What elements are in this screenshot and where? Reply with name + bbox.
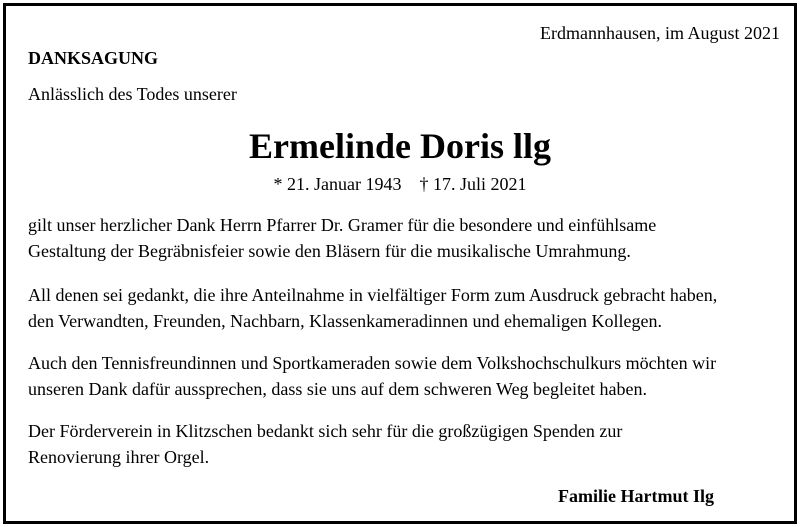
life-dates	[6, 173, 794, 195]
paragraph-line: Gestaltung der Begräbnisfeier sowie den Bläsern für die musikalische Umrahmung.	[28, 241, 631, 261]
paragraph-line: Der Förderverein in Klitzschen bedankt sich sehr für die großzügigen Spenden zur	[28, 421, 623, 441]
paragraph-line: All denen sei gedankt, die ihre Anteilnahme in vielfältiger Form zum Ausdruck gebracht haben,	[28, 285, 718, 305]
notice-heading: DANKSAGUNG	[28, 48, 159, 68]
birth-date: * 21. Januar 1943	[273, 174, 402, 194]
signature: Familie Hartmut Ilg	[558, 486, 714, 506]
deceased-name: Ermelinde Doris llg	[249, 126, 551, 166]
place-date: Erdmannhausen, im August 2021	[540, 23, 780, 43]
paragraph-line: gilt unser herzlicher Dank Herrn Pfarrer Dr. Gramer für die besondere und einfühlsame	[28, 215, 657, 235]
notice-frame	[3, 3, 797, 524]
thanks-paragraph-4	[28, 418, 788, 470]
paragraph-line: den Verwandten, Freunden, Nachbarn, Klassenkameradinnen und ehemaligen Kollegen.	[28, 311, 662, 331]
intro-text: Anlässlich des Todes unserer	[28, 84, 237, 104]
paragraph-line: unseren Dank dafür aussprechen, dass sie uns auf dem schweren Weg begleitet haben.	[28, 379, 648, 399]
paragraph-line: Renovierung ihrer Orgel.	[28, 447, 210, 467]
thanks-paragraph-1	[28, 212, 788, 264]
thanks-paragraph-2	[28, 282, 788, 334]
paragraph-line: Auch den Tennisfreundinnen und Sportkameraden sowie dem Volkshochschulkurs möchten wir	[28, 353, 717, 373]
death-date: † 17. Juli 2021	[419, 174, 527, 194]
thanks-paragraph-3	[28, 350, 788, 402]
